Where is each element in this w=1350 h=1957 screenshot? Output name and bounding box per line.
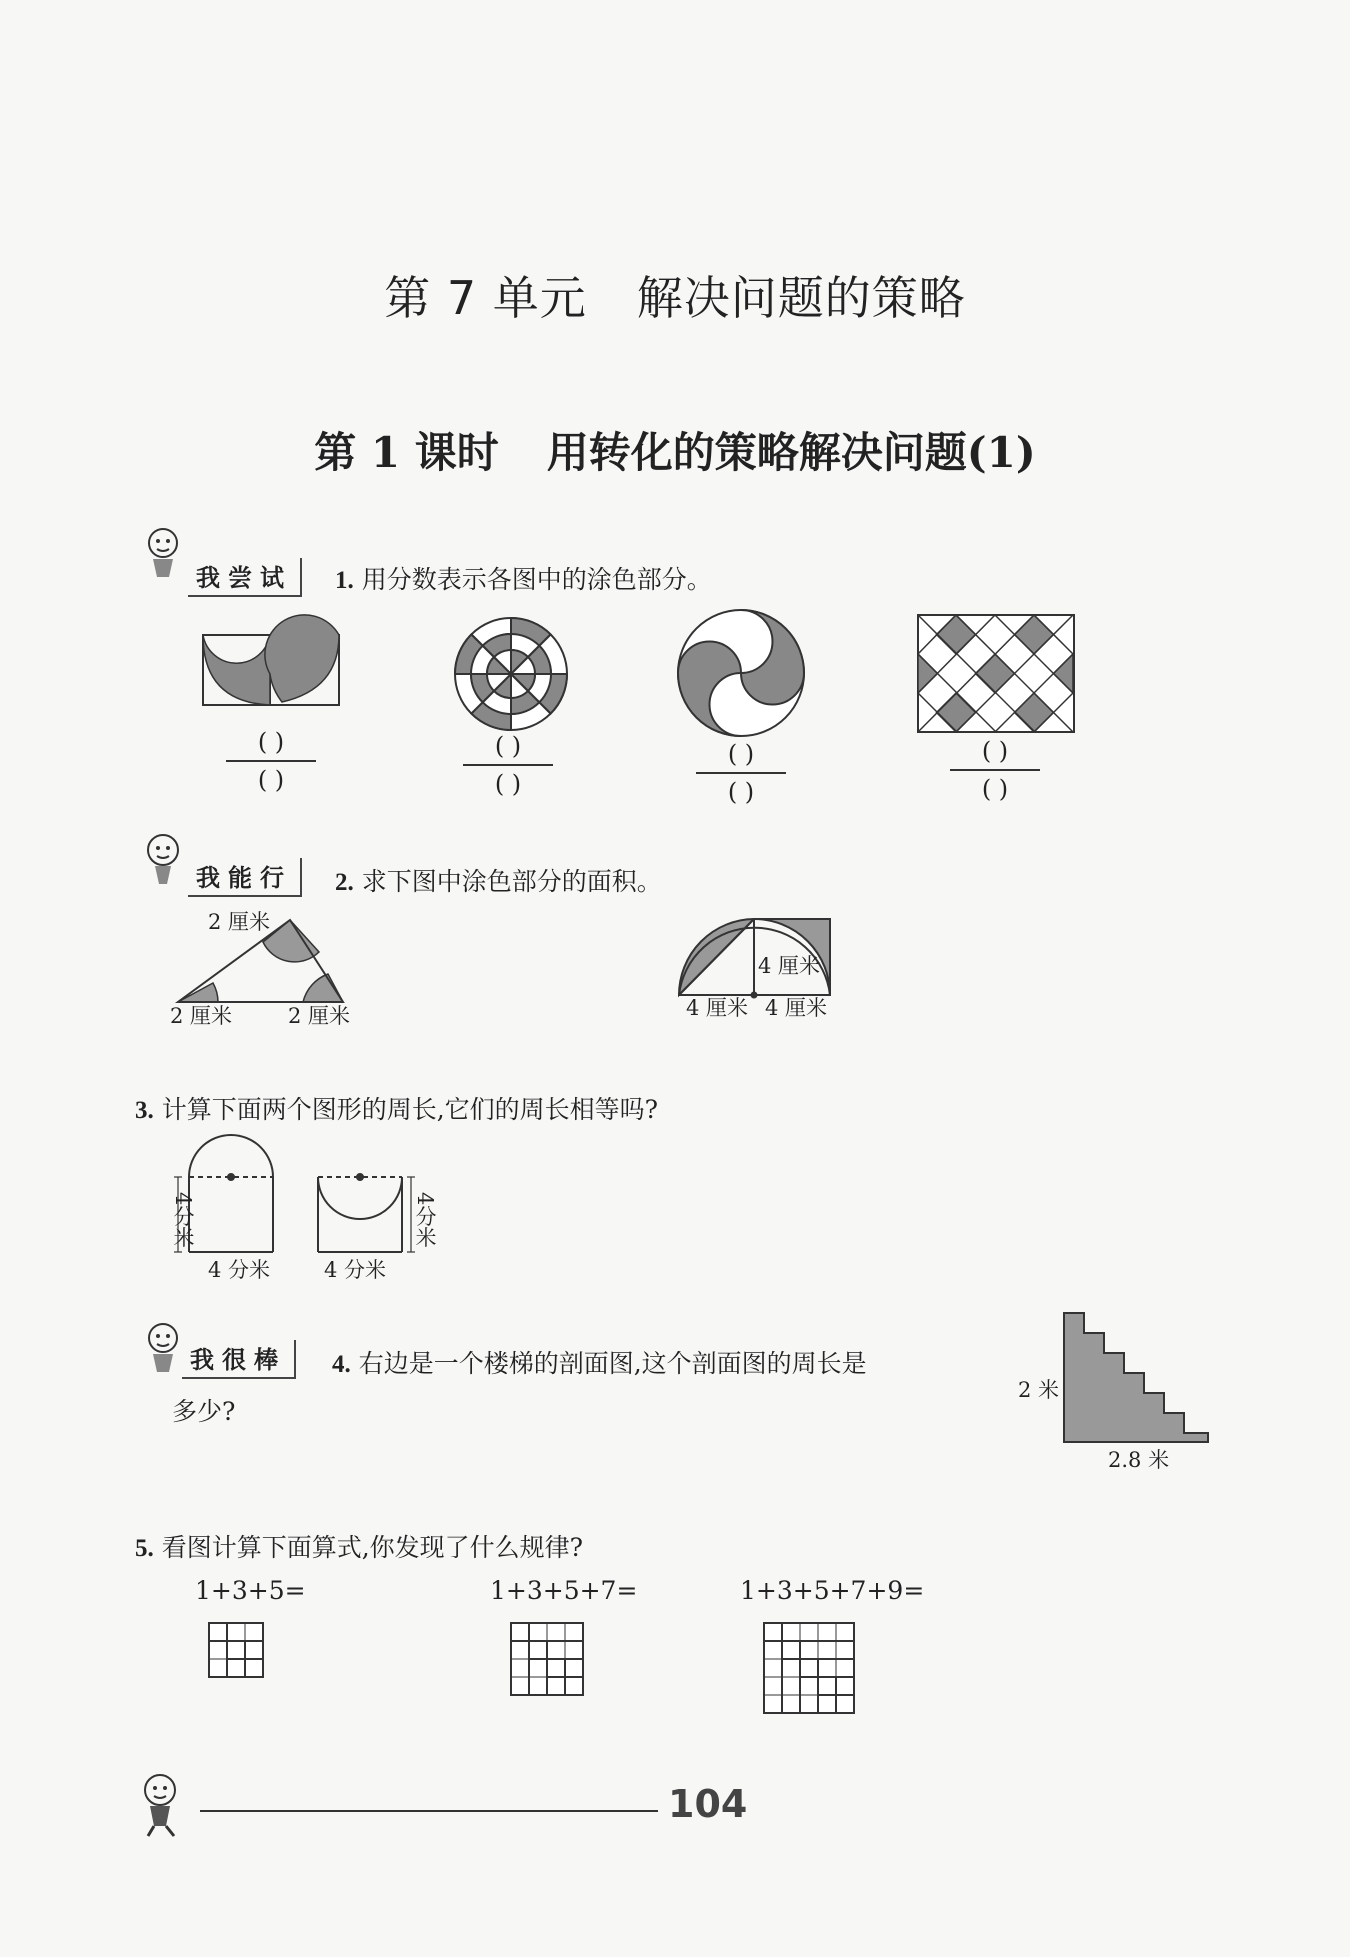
numerator-blank[interactable]: ( ) xyxy=(981,737,1009,765)
fraction-blank-2[interactable] xyxy=(463,732,553,798)
question-4-cont: 多少? xyxy=(172,1397,236,1426)
semi-height-label: 4 厘米 xyxy=(758,954,821,978)
question-1: 1. 用分数表示各图中的涂色部分。 xyxy=(335,565,712,594)
fig3b-bottom-label: 4 分米 xyxy=(324,1258,387,1282)
stair-width-label: 2.8 米 xyxy=(1108,1448,1170,1472)
q5-grid-3x3 xyxy=(208,1622,268,1682)
unit-title xyxy=(0,262,1350,328)
question-5: 5. 看图计算下面算式,你发现了什么规律? xyxy=(135,1533,584,1562)
section-badge-can: 我能行 xyxy=(188,858,302,897)
q1-figure-yinyang xyxy=(676,608,806,738)
stair-height-label: 2 米 xyxy=(1018,1378,1060,1402)
page-number: 104 xyxy=(668,1782,748,1826)
tri-top-label: 2 厘米 xyxy=(208,910,271,934)
mascot-icon xyxy=(135,525,195,585)
q4-figure-staircase xyxy=(1063,1312,1213,1444)
fig3b-side-label: 4分米 xyxy=(413,1192,437,1248)
mascot-icon xyxy=(135,830,195,890)
q5-grid-4x4 xyxy=(510,1622,586,1698)
expression-1: 1+3+5= xyxy=(195,1576,306,1605)
lesson-label: 第 1 课时 xyxy=(314,428,499,477)
unit-name: 解决问题的策略 xyxy=(636,271,966,325)
expression-2: 1+3+5+7= xyxy=(490,1576,638,1605)
fraction-blank-4[interactable] xyxy=(950,737,1040,803)
q1-figure-rings xyxy=(453,616,569,732)
question-2: 2. 求下图中涂色部分的面积。 xyxy=(335,867,662,896)
fig3a-side-label: 4分米 xyxy=(171,1192,195,1248)
denominator-blank[interactable]: ( ) xyxy=(981,775,1009,803)
denominator-blank[interactable]: ( ) xyxy=(727,778,755,806)
footer-rule xyxy=(200,1810,658,1812)
expression-3: 1+3+5+7+9= xyxy=(740,1576,925,1605)
section-badge-try: 我尝试 xyxy=(188,558,302,597)
tri-right-label: 2 厘米 xyxy=(288,1004,351,1028)
semi-left-label: 4 厘米 xyxy=(686,996,749,1020)
section-badge-great: 我很棒 xyxy=(182,1340,296,1379)
footer-mascot-icon xyxy=(130,1770,200,1840)
question-3: 3. 计算下面两个图形的周长,它们的周长相等吗? xyxy=(135,1095,659,1124)
tri-left-label: 2 厘米 xyxy=(170,1004,233,1028)
q1-figure-grid xyxy=(917,614,1077,734)
numerator-blank[interactable]: ( ) xyxy=(494,732,522,760)
q3-figure-notch xyxy=(315,1132,425,1272)
unit-label: 第 7 单元 xyxy=(384,271,587,325)
denominator-blank[interactable]: ( ) xyxy=(257,766,285,794)
fig3a-bottom-label: 4 分米 xyxy=(208,1258,271,1282)
numerator-blank[interactable]: ( ) xyxy=(727,740,755,768)
fraction-blank-1[interactable] xyxy=(226,728,316,794)
lesson-title xyxy=(0,420,1350,480)
semi-right-label: 4 厘米 xyxy=(765,996,828,1020)
fraction-blank-3[interactable] xyxy=(696,740,786,806)
question-4: 4. 右边是一个楼梯的剖面图,这个剖面图的周长是 xyxy=(332,1349,867,1378)
q5-grid-5x5 xyxy=(763,1622,857,1716)
numerator-blank[interactable]: ( ) xyxy=(257,728,285,756)
denominator-blank[interactable]: ( ) xyxy=(494,770,522,798)
lesson-name: 用转化的策略解决问题(1) xyxy=(546,428,1036,477)
q1-figure-rectangle xyxy=(202,634,342,706)
